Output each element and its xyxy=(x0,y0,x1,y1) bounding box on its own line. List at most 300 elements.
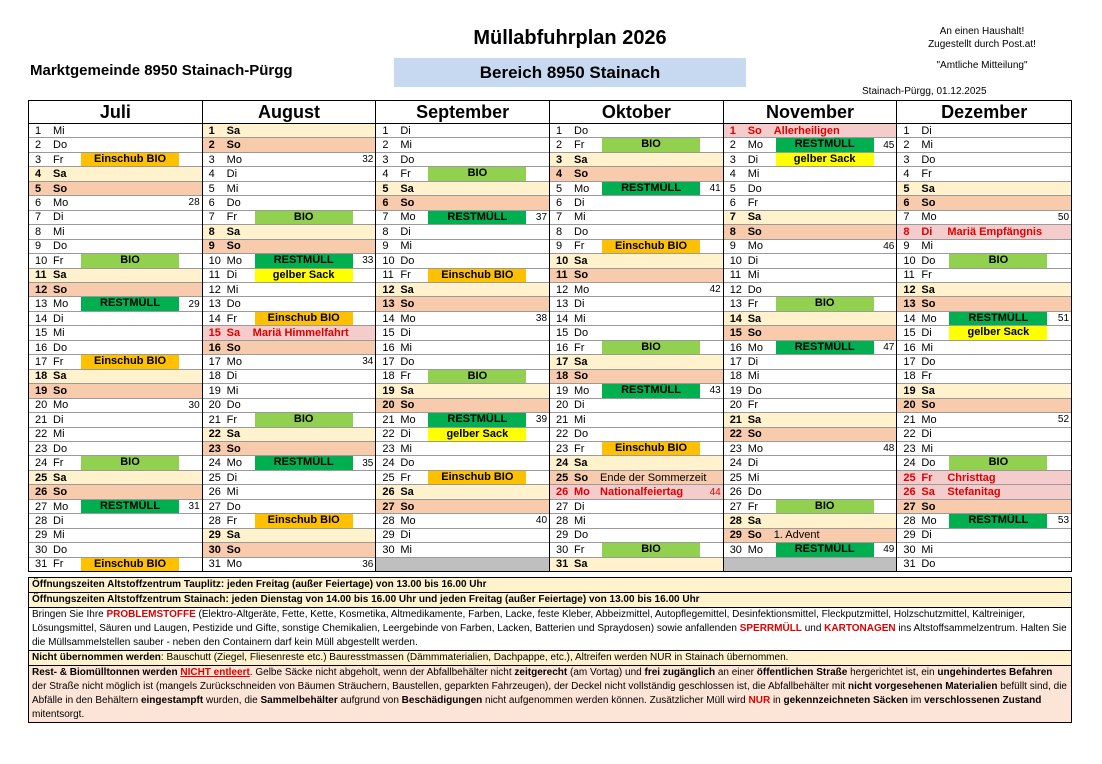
day-row xyxy=(724,442,897,456)
day-number: 27 xyxy=(729,500,742,513)
day-number: 3 xyxy=(35,153,42,166)
text-segment: ins Altstoffsammelzentrum. Halten Sie die Müllsammelstellen sauber - neben den Containern darf kein Müll abgestellt werden. xyxy=(32,623,1067,648)
weekday: Mi xyxy=(747,370,760,383)
weekday: So xyxy=(53,486,68,499)
day-number: 6 xyxy=(382,196,389,209)
text-segment: . Gelbe Säcke nicht abgeholt, wenn der Abfallbehälter nicht xyxy=(249,667,515,678)
text-segment: eingestampft xyxy=(140,695,204,706)
day-row xyxy=(203,500,376,514)
day-number: 16 xyxy=(208,341,221,354)
weekday: Di xyxy=(921,529,932,542)
weekday: Mo xyxy=(921,211,937,224)
weekday: Mi xyxy=(921,543,933,556)
day-row xyxy=(376,341,549,355)
week-number: 42 xyxy=(709,284,721,296)
day-row xyxy=(203,442,376,456)
day-number: 1 xyxy=(903,124,910,137)
day-number: 12 xyxy=(556,283,569,296)
weekday: Fr xyxy=(400,471,411,484)
day-number: 16 xyxy=(903,341,916,354)
day-row xyxy=(376,196,549,210)
text-segment: verschlossenen Zustand xyxy=(924,695,1042,706)
day-row xyxy=(29,543,202,557)
day-row xyxy=(897,269,1071,283)
weekday: Do xyxy=(921,558,936,571)
day-row xyxy=(203,269,376,283)
day-number: 31 xyxy=(208,558,221,571)
day-number: 11 xyxy=(208,269,221,282)
day-row xyxy=(897,196,1071,210)
text-segment: KARTONAGEN xyxy=(824,623,896,634)
day-row xyxy=(724,312,897,326)
day-number: 19 xyxy=(903,384,916,397)
weekday: So xyxy=(400,500,415,513)
weekday: So xyxy=(921,500,936,513)
text-segment: nicht vorgesehenen Materialien xyxy=(847,681,998,692)
text-segment: frei zugänglich xyxy=(644,667,716,678)
collection-restmuell: RESTMÜLL xyxy=(428,211,526,224)
day-number: 13 xyxy=(208,298,221,311)
weekday: So xyxy=(574,370,589,383)
weekday: Do xyxy=(574,225,589,238)
day-number: 20 xyxy=(556,399,569,412)
day-row xyxy=(29,269,202,283)
day-row xyxy=(376,485,549,499)
day-row xyxy=(550,124,723,138)
day-row xyxy=(897,471,1071,485)
collection-einschub: Einschub BIO xyxy=(428,471,526,484)
text-segment: mitentsorgt. xyxy=(32,709,85,720)
weekday: Mo xyxy=(226,457,242,470)
day-row xyxy=(724,153,897,167)
day-number: 8 xyxy=(35,225,42,238)
problem-substances-note xyxy=(29,608,1071,651)
day-number: 15 xyxy=(35,327,48,340)
day-row xyxy=(550,297,723,311)
day-row xyxy=(550,485,723,499)
day-row xyxy=(203,153,376,167)
weekday: Do xyxy=(574,124,589,137)
day-number: 21 xyxy=(903,413,916,426)
day-row xyxy=(550,341,723,355)
day-row xyxy=(724,355,897,369)
month-header: November xyxy=(724,101,897,124)
collection-einschub: Einschub BIO xyxy=(428,269,526,282)
day-row xyxy=(550,153,723,167)
collection-restmuell: RESTMÜLL xyxy=(776,138,874,151)
day-row xyxy=(897,240,1071,254)
day-row xyxy=(897,413,1071,427)
weekday: Di xyxy=(400,225,411,238)
week-number: 48 xyxy=(883,443,895,455)
day-number: 17 xyxy=(35,355,48,368)
day-row xyxy=(724,225,897,239)
day-row xyxy=(724,399,897,413)
weekday: Di xyxy=(53,211,64,224)
day-row xyxy=(29,442,202,456)
day-number: 2 xyxy=(35,139,42,152)
day-number: 30 xyxy=(208,543,221,556)
day-row xyxy=(724,471,897,485)
weekday: Mi xyxy=(921,240,933,253)
weekday: Mo xyxy=(921,514,937,527)
day-row xyxy=(203,211,376,225)
day-number: 25 xyxy=(556,471,569,484)
day-number: 12 xyxy=(903,283,916,296)
day-row xyxy=(897,124,1071,138)
day-row xyxy=(724,370,897,384)
day-number: 24 xyxy=(208,457,221,470)
day-row xyxy=(724,124,897,138)
weekday: Sa xyxy=(574,558,588,571)
day-row xyxy=(29,428,202,442)
day-number: 28 xyxy=(556,514,569,527)
weekday: Mi xyxy=(921,341,933,354)
day-row xyxy=(376,283,549,297)
weekday: Do xyxy=(921,254,936,267)
weekday: Sa xyxy=(574,355,588,368)
day-number: 26 xyxy=(35,486,48,499)
weekday: Mi xyxy=(574,514,586,527)
day-number: 13 xyxy=(729,298,742,311)
day-row xyxy=(550,500,723,514)
weekday: Sa xyxy=(400,283,414,296)
day-row xyxy=(897,558,1071,571)
place-date: Stainach-Pürgg, 01.12.2025 xyxy=(862,86,987,97)
day-number: 6 xyxy=(729,196,736,209)
day-number: 8 xyxy=(382,225,389,238)
collection-bio: BIO xyxy=(255,413,353,426)
day-number: 17 xyxy=(208,355,221,368)
weekday: Do xyxy=(400,457,415,470)
weekday: Do xyxy=(226,500,241,513)
day-row xyxy=(724,456,897,470)
day-row xyxy=(724,211,897,225)
weekday: Fr xyxy=(921,370,932,383)
day-row xyxy=(550,428,723,442)
day-row xyxy=(376,355,549,369)
weekday: Do xyxy=(226,298,241,311)
day-row xyxy=(550,196,723,210)
day-row xyxy=(203,167,376,181)
day-row xyxy=(897,529,1071,543)
weekday: Fr xyxy=(921,471,933,484)
week-number: 29 xyxy=(188,298,200,310)
weekday: Fr xyxy=(400,370,411,383)
weekday: Sa xyxy=(53,269,67,282)
weekday: Di xyxy=(53,312,64,325)
week-number: 41 xyxy=(709,183,721,195)
weekday: Di xyxy=(400,428,411,441)
day-number: 10 xyxy=(208,254,221,267)
day-row xyxy=(203,413,376,427)
weekday: Sa xyxy=(226,327,241,340)
month-column-september xyxy=(376,101,550,571)
day-row xyxy=(376,442,549,456)
day-number: 17 xyxy=(556,355,569,368)
weekday: Do xyxy=(747,384,762,397)
day-number: 15 xyxy=(556,327,569,340)
day-number: 14 xyxy=(729,312,742,325)
day-number: 9 xyxy=(556,240,563,253)
weekday: Sa xyxy=(574,153,588,166)
day-row xyxy=(29,370,202,384)
weekday: Sa xyxy=(747,312,762,325)
day-row xyxy=(724,138,897,152)
day-row xyxy=(897,428,1071,442)
weekday: Sa xyxy=(226,529,241,542)
text-segment: Bringen Sie Ihre xyxy=(32,609,107,620)
text-segment: wurden, die xyxy=(203,695,261,706)
collection-gelber-sack: gelber Sack xyxy=(776,153,874,166)
day-row xyxy=(897,456,1071,470)
day-number: 27 xyxy=(208,500,221,513)
collection-restmuell: RESTMÜLL xyxy=(776,543,874,556)
day-number: 23 xyxy=(382,442,395,455)
weekday: Fr xyxy=(921,269,932,282)
weekday: Sa xyxy=(747,413,762,426)
day-number: 16 xyxy=(382,341,395,354)
weekday: Mi xyxy=(400,341,412,354)
day-number: 23 xyxy=(556,442,569,455)
day-number: 19 xyxy=(729,384,742,397)
day-row xyxy=(550,326,723,340)
day-number: 11 xyxy=(729,269,742,282)
weekday: Fr xyxy=(53,153,64,166)
day-row xyxy=(724,326,897,340)
month-header: Dezember xyxy=(897,101,1071,124)
weekday: Do xyxy=(400,355,415,368)
collection-restmuell: RESTMÜLL xyxy=(255,456,353,469)
weekday: Mo xyxy=(53,399,69,412)
day-row xyxy=(897,182,1071,196)
weekday: Di xyxy=(921,428,932,441)
weekday: Mo xyxy=(574,182,590,195)
weekday: Fr xyxy=(574,139,585,152)
day-number: 8 xyxy=(208,225,215,238)
collection-einschub: Einschub BIO xyxy=(81,355,179,368)
weekday: Do xyxy=(747,486,762,499)
day-row xyxy=(29,341,202,355)
day-row xyxy=(550,254,723,268)
collection-bio: BIO xyxy=(602,341,700,354)
weekday: So xyxy=(226,139,241,152)
week-number: 43 xyxy=(709,385,721,397)
day-row xyxy=(203,399,376,413)
day-row xyxy=(203,543,376,557)
weekday: Mi xyxy=(226,486,239,499)
day-row xyxy=(29,471,202,485)
day-number: 1 xyxy=(208,124,215,137)
day-number: 21 xyxy=(35,413,48,426)
day-row xyxy=(550,283,723,297)
day-row xyxy=(29,500,202,514)
collection-einschub: Einschub BIO xyxy=(81,153,179,166)
day-number: 11 xyxy=(35,269,47,282)
weekday: Fr xyxy=(226,514,238,527)
weekday: Fr xyxy=(226,312,238,325)
day-row xyxy=(203,283,376,297)
day-row xyxy=(550,413,723,427)
day-row xyxy=(376,269,549,283)
day-number: 23 xyxy=(35,442,48,455)
text-segment: aufgrund von xyxy=(337,695,402,706)
text-segment: Beschädigungen xyxy=(401,695,483,706)
day-number: 9 xyxy=(208,240,215,253)
day-number: 22 xyxy=(35,428,48,441)
day-number: 6 xyxy=(35,196,42,209)
collection-restmuell: RESTMÜLL xyxy=(776,341,874,354)
day-number: 19 xyxy=(382,384,395,397)
week-number: 38 xyxy=(535,313,548,325)
weekday: Mo xyxy=(921,413,937,426)
day-row xyxy=(203,182,376,196)
day-number: 21 xyxy=(729,413,742,426)
weekday: Mo xyxy=(226,254,242,267)
weekday: Sa xyxy=(226,124,241,137)
weekday: Do xyxy=(574,529,589,542)
collection-restmuell: RESTMÜLL xyxy=(602,384,700,397)
collection-bio: BIO xyxy=(776,297,874,310)
weekday: Mo xyxy=(226,355,242,368)
day-row xyxy=(203,225,376,239)
day-row xyxy=(376,514,549,528)
day-row xyxy=(897,283,1071,297)
week-number: 32 xyxy=(362,154,374,166)
weekday: Mo xyxy=(400,312,416,325)
day-row xyxy=(724,413,897,427)
week-number: 28 xyxy=(188,197,200,209)
weekday: Di xyxy=(226,370,238,383)
weekday: Di xyxy=(400,529,411,542)
collection-bio: BIO xyxy=(602,543,700,556)
text-segment: im xyxy=(908,695,925,706)
weekday: Mo xyxy=(921,312,937,325)
weekday: Mo xyxy=(574,486,590,499)
weekday: Fr xyxy=(226,211,238,224)
day-number: 26 xyxy=(208,486,221,499)
day-number: 28 xyxy=(208,514,221,527)
day-row xyxy=(29,225,202,239)
day-number: 29 xyxy=(729,529,742,542)
day-row xyxy=(29,138,202,152)
day-row xyxy=(29,326,202,340)
collection-einschub: Einschub BIO xyxy=(602,442,700,455)
weekday: Fr xyxy=(53,254,64,267)
day-row xyxy=(376,326,549,340)
collection-einschub: Einschub BIO xyxy=(255,312,353,325)
weekday: Mi xyxy=(574,211,586,224)
weekday: So xyxy=(226,442,241,455)
day-number: 1 xyxy=(729,124,736,137)
day-number: 28 xyxy=(729,514,742,527)
weekday: So xyxy=(747,124,762,137)
day-row xyxy=(203,326,376,340)
day-row xyxy=(550,370,723,384)
text-segment: : Bauschutt (Ziegel, Fliesenreste etc.) Bauresstmassen (Dämmmaterialien, Dachpappe, etc.), Altreifen werden NUR in Stainach übernommen. xyxy=(160,652,789,663)
day-number: 8 xyxy=(729,225,736,238)
day-number: 17 xyxy=(382,355,395,368)
day-row xyxy=(897,485,1071,499)
weekday: Di xyxy=(226,471,238,484)
weekday: Fr xyxy=(747,196,759,209)
weekday: So xyxy=(400,196,415,209)
day-number: 18 xyxy=(382,370,395,383)
weekday: So xyxy=(747,327,762,340)
day-row xyxy=(897,370,1071,384)
day-number: 12 xyxy=(35,283,48,296)
day-number: 14 xyxy=(903,312,916,325)
weekday: Sa xyxy=(574,254,588,267)
day-number: 7 xyxy=(382,211,389,224)
weekday: So xyxy=(53,283,68,296)
day-row xyxy=(724,485,897,499)
weekday: Fr xyxy=(747,399,759,412)
week-number: 44 xyxy=(709,486,721,498)
day-row xyxy=(724,297,897,311)
day-row xyxy=(376,211,549,225)
day-row xyxy=(724,428,897,442)
weekday: Di xyxy=(747,355,759,368)
calendar-grid xyxy=(28,100,1072,572)
day-number: 25 xyxy=(208,471,221,484)
day-number: 20 xyxy=(903,399,916,412)
day-number: 1 xyxy=(382,124,389,137)
day-number: 29 xyxy=(903,529,916,542)
weekday: Di xyxy=(400,124,411,137)
week-number: 47 xyxy=(883,342,895,354)
week-number: 30 xyxy=(188,399,200,411)
text-segment: ungehindertes Befahren xyxy=(937,667,1053,678)
day-number: 9 xyxy=(903,240,910,253)
day-number: 16 xyxy=(35,341,48,354)
text-segment: NUR xyxy=(748,695,771,706)
week-number: 45 xyxy=(883,139,895,151)
day-row xyxy=(897,442,1071,456)
day-number: 26 xyxy=(556,486,569,499)
day-number: 30 xyxy=(729,543,742,556)
day-number: 13 xyxy=(35,298,48,311)
day-note: Mariä Empfängnis xyxy=(947,225,1043,238)
day-note: Mariä Himmelfahrt xyxy=(252,327,349,340)
day-row xyxy=(29,485,202,499)
text-segment: gekennzeichneten Säcken xyxy=(783,695,909,706)
day-number: 2 xyxy=(556,139,563,152)
day-number: 14 xyxy=(208,312,221,325)
day-row xyxy=(724,182,897,196)
day-number: 5 xyxy=(729,182,736,195)
day-number: 27 xyxy=(556,500,569,513)
weekday: Mi xyxy=(400,442,412,455)
day-row xyxy=(376,384,549,398)
week-number: 36 xyxy=(362,558,374,570)
day-number: 13 xyxy=(556,298,569,311)
day-row xyxy=(724,341,897,355)
day-number: 22 xyxy=(903,428,916,441)
weekday: Mi xyxy=(226,283,239,296)
weekday: Di xyxy=(574,500,585,513)
weekday: Mo xyxy=(574,384,590,397)
day-note: Ende der Sommerzeit xyxy=(600,471,707,484)
weekday: Do xyxy=(574,428,589,441)
day-row xyxy=(376,153,549,167)
day-row xyxy=(376,529,549,543)
day-row xyxy=(203,312,376,326)
day-row xyxy=(550,399,723,413)
day-number: 7 xyxy=(35,211,42,224)
day-row xyxy=(29,196,202,210)
text-segment: Nicht übernommen werden xyxy=(32,652,161,663)
